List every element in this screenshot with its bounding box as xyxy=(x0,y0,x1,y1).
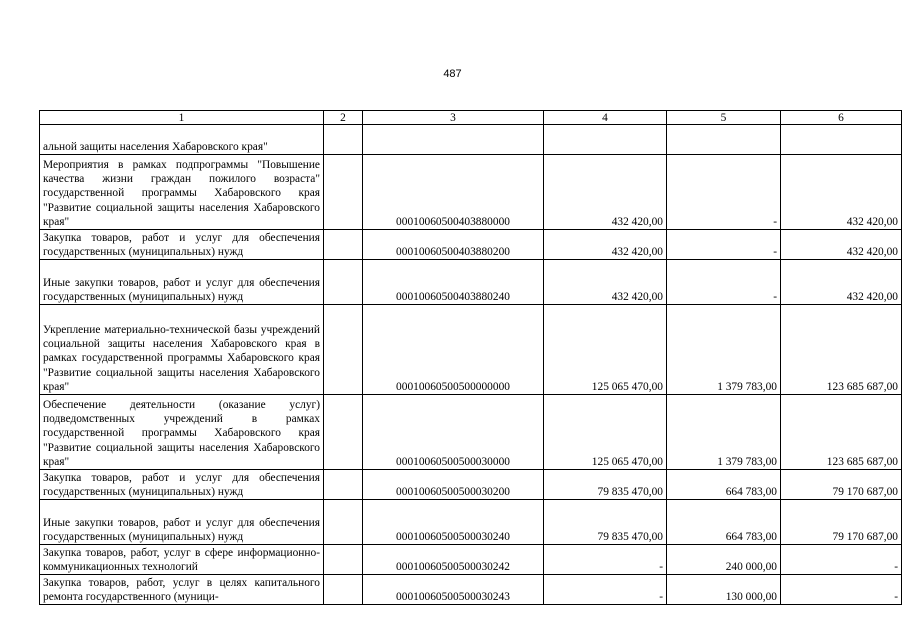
budget-table xyxy=(39,110,902,605)
row-col2 xyxy=(324,260,363,305)
row-code: 00010060500500000000 xyxy=(363,305,544,395)
column-header: 3 xyxy=(363,111,544,125)
row-name: Закупка товаров, работ и услуг для обеспечения государственных (муниципальных) нужд xyxy=(40,470,324,500)
row-code: 00010060500500030000 xyxy=(363,395,544,470)
row-value-6: 432 420,00 xyxy=(781,155,902,230)
row-col2 xyxy=(324,155,363,230)
table-row xyxy=(40,470,902,500)
row-code: 00010060500500030242 xyxy=(363,545,544,575)
row-name: Закупка товаров, работ и услуг для обеспечения государственных (муниципальных) нужд xyxy=(40,230,324,260)
row-name: Укрепление материально-технической базы учреждений социальной защиты населения Хабаровского края в рамках государственной программы Хабаровского края "Развитие социальной защиты населения Хабаровского края" xyxy=(40,305,324,395)
row-value-5: 240 000,00 xyxy=(667,545,781,575)
row-value-6 xyxy=(781,125,902,155)
row-value-5: 1 379 783,00 xyxy=(667,395,781,470)
table-row xyxy=(40,305,902,395)
row-name: Закупка товаров, работ, услуг в целях капитального ремонта государственного (муници- xyxy=(40,575,324,605)
row-col2 xyxy=(324,305,363,395)
row-code: 00010060500500030243 xyxy=(363,575,544,605)
row-value-6: 432 420,00 xyxy=(781,260,902,305)
row-value-6: 123 685 687,00 xyxy=(781,305,902,395)
row-value-5: 664 783,00 xyxy=(667,470,781,500)
row-code: 00010060500403880000 xyxy=(363,155,544,230)
row-value-4: - xyxy=(544,575,667,605)
row-code: 00010060500500030240 xyxy=(363,500,544,545)
table-row xyxy=(40,125,902,155)
table-row xyxy=(40,395,902,470)
row-name: Мероприятия в рамках подпрограммы "Повышение качества жизни граждан пожилого возраста" государственной программы Хабаровского края "Развитие социальной защиты населения Хабаровского края" xyxy=(40,155,324,230)
row-code xyxy=(363,125,544,155)
row-col2 xyxy=(324,500,363,545)
row-value-5: - xyxy=(667,260,781,305)
row-value-5: 664 783,00 xyxy=(667,500,781,545)
row-value-4: - xyxy=(544,545,667,575)
row-name: Иные закупки товаров, работ и услуг для обеспечения государственных (муниципальных) нужд xyxy=(40,500,324,545)
table-header-row xyxy=(40,111,902,125)
row-value-6: 79 170 687,00 xyxy=(781,470,902,500)
row-name: альной защиты населения Хабаровского края" xyxy=(40,125,324,155)
row-value-6: - xyxy=(781,545,902,575)
row-name: Обеспечение деятельности (оказание услуг) подведомственных учреждений в рамках государственной программы Хабаровского края "Развитие социальной защиты населения Хабаровского края" xyxy=(40,395,324,470)
row-col2 xyxy=(324,125,363,155)
column-header: 4 xyxy=(544,111,667,125)
row-value-4: 125 065 470,00 xyxy=(544,305,667,395)
row-value-6: 123 685 687,00 xyxy=(781,395,902,470)
table-row xyxy=(40,575,902,605)
row-col2 xyxy=(324,470,363,500)
row-value-5: - xyxy=(667,230,781,260)
row-code: 00010060500403880200 xyxy=(363,230,544,260)
row-value-5: 130 000,00 xyxy=(667,575,781,605)
row-col2 xyxy=(324,395,363,470)
row-value-6: 432 420,00 xyxy=(781,230,902,260)
table-row xyxy=(40,155,902,230)
row-col2 xyxy=(324,545,363,575)
row-value-4 xyxy=(544,125,667,155)
row-name: Закупка товаров, работ, услуг в сфере информационно-коммуникационных технологий xyxy=(40,545,324,575)
row-value-6: 79 170 687,00 xyxy=(781,500,902,545)
page-number: 487 xyxy=(443,68,462,80)
row-value-4: 432 420,00 xyxy=(544,155,667,230)
row-value-4: 125 065 470,00 xyxy=(544,395,667,470)
row-value-4: 79 835 470,00 xyxy=(544,470,667,500)
row-value-4: 79 835 470,00 xyxy=(544,500,667,545)
row-value-5: 1 379 783,00 xyxy=(667,305,781,395)
row-col2 xyxy=(324,230,363,260)
row-value-5 xyxy=(667,125,781,155)
row-code: 00010060500403880240 xyxy=(363,260,544,305)
column-header: 6 xyxy=(781,111,902,125)
column-header: 5 xyxy=(667,111,781,125)
row-value-4: 432 420,00 xyxy=(544,230,667,260)
column-header: 2 xyxy=(324,111,363,125)
table-row xyxy=(40,260,902,305)
row-value-5: - xyxy=(667,155,781,230)
table-row xyxy=(40,230,902,260)
column-header: 1 xyxy=(40,111,324,125)
row-value-6: - xyxy=(781,575,902,605)
row-value-4: 432 420,00 xyxy=(544,260,667,305)
row-code: 00010060500500030200 xyxy=(363,470,544,500)
row-name: Иные закупки товаров, работ и услуг для обеспечения государственных (муниципальных) нужд xyxy=(40,260,324,305)
table-row xyxy=(40,500,902,545)
table-row xyxy=(40,545,902,575)
row-col2 xyxy=(324,575,363,605)
